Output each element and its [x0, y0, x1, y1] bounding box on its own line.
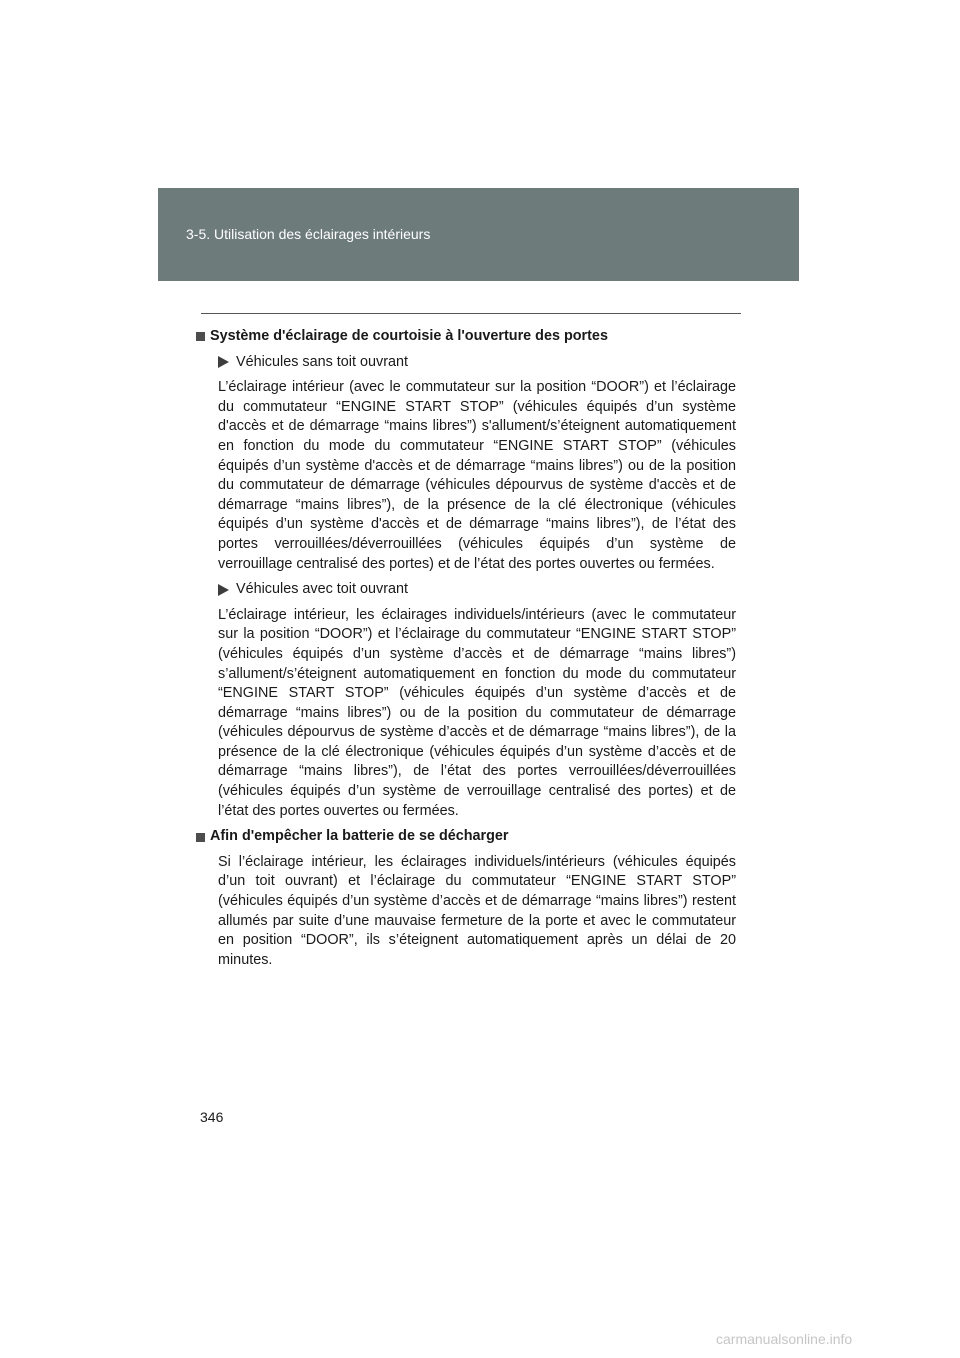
paragraph-with-sunroof: L’éclairage intérieur, les éclairages individuels/intérieurs (avec le commutateur sur la position “DOOR”) et l’éclairage du commutateur “ENGINE START STOP” (véhicules équipés d’un système d’accès et de démarrage “mains libres”) s’allument/s’éteignent automatiquement en fonction du mode du commutateur “ENGINE START STOP” (véhicules équipés d’un système d’accès et de démarrage “mains libres”) ou de la position du commutateur de démarrage (véhicules dépourvus de système d’accès et de démarrage “mains libres”), de la présence de la clé électronique (véhicules équipés d’un système d’accès et de démarrage “mains libres”), de l’état des portes verrouillées/déverrouillées (véhicules équipés d’un système de verrouillage centralisé des portes) et de l’état des portes ouvertes ou fermées. [218, 606, 736, 819]
paragraph-battery: Si l’éclairage intérieur, les éclairages individuels/intérieurs (véhicules équipés d’un toit ouvrant) et l’éclairage du commutateur “ENGINE START STOP” (véhicules équipés d’un système d’accès et de démarrage “mains libres”) restent allumés par suite d’une mauvaise fermeture de la porte et avec le commutateur en position “DOOR”, ils s’éteignent automatiquement après un délai de 20 minutes. [218, 853, 736, 968]
chapter-title: 3-5. Utilisation des éclairages intérieurs [186, 226, 431, 242]
triangle-arrow-icon [218, 584, 229, 596]
page-number: 346 [200, 1109, 224, 1125]
variant-without-sunroof [218, 353, 736, 373]
square-bullet-icon [196, 332, 205, 341]
triangle-arrow-icon [218, 356, 229, 368]
page-content [196, 327, 736, 976]
section-heading-text: Afin d'empêcher la batterie de se décharger [210, 828, 509, 845]
section-heading-battery [196, 827, 736, 847]
variant-label: Véhicules sans toit ouvrant [236, 353, 408, 370]
section-heading-courtesy-lighting [196, 327, 736, 347]
variant-with-sunroof [218, 580, 736, 600]
watermark: carmanualsonline.info [716, 1331, 853, 1347]
header-rule [201, 313, 741, 314]
section-heading-text: Système d'éclairage de courtoisie à l'ouverture des portes [210, 328, 608, 344]
variant-label: Véhicules avec toit ouvrant [236, 581, 408, 598]
paragraph-without-sunroof: L’éclairage intérieur (avec le commutateur sur la position “DOOR”) et l’éclairage du commutateur “ENGINE START STOP” (véhicules équipés d’un système d'accès et de démarrage “mains libres”) s'allument/s’éteignent automatiquement en fonction du mode du commutateur “ENGINE START STOP” (véhicules équipés d’un système d'accès et de démarrage “mains libres”) ou de la position du commutateur de démarrage (véhicules dépourvus de système d'accès et de démarrage “mains libres”), de la présence de la clé électronique (véhicules équipés d’un système d'accès et de démarrage “mains libres”), de l’état des portes verrouillées/déverrouillées (véhicules équipés d’un système de verrouillage centralisé des portes) et de l’état des portes ouvertes ou fermées. [218, 379, 736, 572]
chapter-header-band [158, 188, 799, 281]
square-bullet-icon [196, 833, 205, 842]
